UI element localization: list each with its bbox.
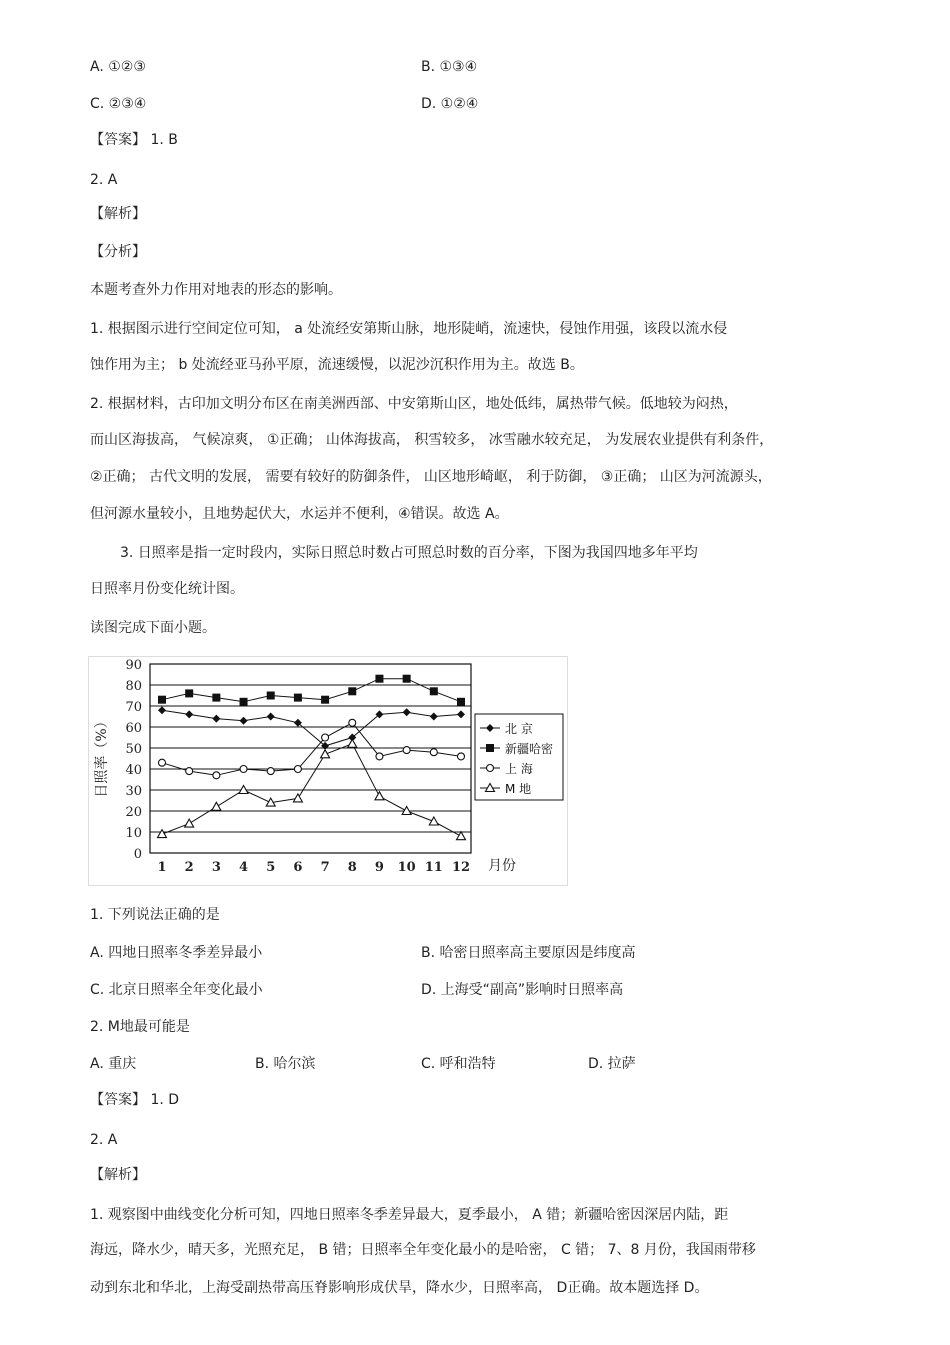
legend-label: 新疆哈密 xyxy=(505,742,554,756)
x-axis-label: 月份 xyxy=(488,858,516,874)
series-2 xyxy=(158,675,465,706)
option-b: B. ①③④ xyxy=(421,59,478,75)
x-tick-label: 7 xyxy=(320,860,330,875)
series-line xyxy=(162,710,461,746)
y-tick-label: 0 xyxy=(133,847,142,862)
read-instruction: 读图完成下面小题。 xyxy=(90,620,216,636)
q2-option-d: D. 拉萨 xyxy=(588,1056,636,1072)
fenxi-label: 【分析】 xyxy=(90,244,146,260)
data-point xyxy=(403,747,410,754)
data-point xyxy=(430,713,438,721)
option-c: C. ②③④ xyxy=(90,96,147,112)
data-point xyxy=(185,819,194,827)
question-1: 1. 下列说法正确的是 xyxy=(90,907,220,923)
x-tick-label: 2 xyxy=(184,860,194,875)
x-tick-label: 12 xyxy=(451,860,471,875)
data-point xyxy=(375,675,383,683)
explanation-line: ②正确； 古代文明的发展， 需要有较好的防御条件， 山区地形崎岖， 利于防御， ③正确； 山区为河流源头， xyxy=(90,469,772,485)
data-point xyxy=(458,753,465,760)
data-point xyxy=(159,759,166,766)
y-tick-label: 10 xyxy=(125,826,142,841)
explanation-line: 1. 观察图中曲线变化分析可知，四地日照率冬季差异最大，夏季最小， A 错；新疆哈密因深居内陆，距 xyxy=(90,1207,729,1223)
q1-option-c: C. 北京日照率全年变化最小 xyxy=(90,982,263,998)
data-point xyxy=(240,717,248,725)
q1-option-d: D. 上海受“副高”影响时日照率高 xyxy=(421,982,624,998)
q2-option-a: A. 重庆 xyxy=(90,1056,137,1072)
explanation-line: 2. 根据材料，古印加文明分布区在南美洲西部、中安第斯山区，地处低纬，属热带气候。低地较为闷热， xyxy=(90,396,738,412)
data-point xyxy=(430,687,438,695)
answer-line-2: 2. A xyxy=(90,172,118,188)
x-tick-label: 8 xyxy=(347,860,357,875)
analysis-label: 【解析】 xyxy=(90,1167,146,1183)
data-point xyxy=(321,696,329,704)
x-tick-label: 1 xyxy=(157,860,167,875)
plot-area xyxy=(150,664,471,853)
explanation-line: 蚀作用为主； b 处流经亚马孙平原，流速缓慢，以泥沙沉积作用为主。故选 B。 xyxy=(90,357,584,373)
q2-option-b: B. 哈尔滨 xyxy=(255,1056,316,1072)
answer-line-2: 2. A xyxy=(90,1132,118,1148)
data-point xyxy=(429,817,438,825)
data-point xyxy=(212,802,221,810)
data-point xyxy=(293,794,302,802)
data-point xyxy=(158,830,167,838)
data-point xyxy=(403,675,411,683)
legend-label: 上 海 xyxy=(505,762,533,776)
series-line xyxy=(162,723,461,776)
x-tick-label: 4 xyxy=(239,860,249,875)
x-tick-label: 5 xyxy=(266,860,276,875)
option-d: D. ①②④ xyxy=(421,96,479,112)
data-point xyxy=(457,710,465,718)
data-point xyxy=(294,694,302,702)
y-tick-label: 90 xyxy=(125,658,142,673)
intro-paragraph: 本题考查外力作用对地表的形态的影响。 xyxy=(90,282,342,298)
chart-svg xyxy=(88,656,568,886)
data-point xyxy=(240,766,247,773)
data-point xyxy=(294,766,301,773)
question-stem: 3. 日照率是指一定时段内，实际日照总时数占可照总时数的百分率，下图为我国四地多年平均 xyxy=(120,545,698,561)
x-tick-label: 11 xyxy=(424,860,443,875)
data-point xyxy=(212,715,220,723)
data-point xyxy=(186,768,193,775)
series-line xyxy=(162,679,461,702)
y-axis-label: 日照率（%） xyxy=(94,714,110,798)
sunshine-rate-chart xyxy=(88,656,568,886)
data-point xyxy=(348,687,356,695)
q1-option-a: A. 四地日照率冬季差异最小 xyxy=(90,945,263,961)
explanation-line: 海远，降水少，晴天多，光照充足， B 错；日照率全年变化最小的是哈密， C 错； 7、8 月份，我国雨带移 xyxy=(90,1242,756,1258)
y-tick-label: 50 xyxy=(125,742,142,757)
data-point xyxy=(158,696,166,704)
data-point xyxy=(185,689,193,697)
explanation-line: 1. 根据图示进行空间定位可知， a 处流经安第斯山脉，地形陡峭，流速快，侵蚀作用强，该段以流水侵 xyxy=(90,321,728,337)
legend-marker xyxy=(487,765,494,772)
answer-line: 【答案】 1. B xyxy=(90,132,178,148)
x-tick-label: 10 xyxy=(397,860,416,875)
series-1 xyxy=(158,706,465,750)
analysis-label: 【解析】 xyxy=(90,206,146,222)
data-point xyxy=(349,719,356,726)
data-point xyxy=(457,832,466,840)
data-point xyxy=(322,734,329,741)
question-stem: 日照率月份变化统计图。 xyxy=(90,581,244,597)
data-point xyxy=(267,692,275,700)
legend-label: 北 京 xyxy=(505,722,533,736)
x-tick-label: 3 xyxy=(211,860,221,875)
q2-option-c: C. 呼和浩特 xyxy=(421,1056,496,1072)
data-point xyxy=(348,739,357,747)
data-point xyxy=(240,698,248,706)
y-tick-label: 40 xyxy=(125,763,142,778)
y-tick-label: 60 xyxy=(125,721,142,736)
explanation-line: 但河源水量较小，且地势起伏大，水运并不便利，④错误。故选 A。 xyxy=(90,506,509,522)
y-tick-label: 70 xyxy=(125,700,142,715)
data-point xyxy=(403,708,411,716)
data-point xyxy=(430,749,437,756)
data-point xyxy=(267,713,275,721)
answer-line: 【答案】 1. D xyxy=(90,1092,180,1108)
y-tick-label: 20 xyxy=(125,805,142,820)
question-2: 2. M地最可能是 xyxy=(90,1019,190,1035)
series-3 xyxy=(159,719,465,779)
x-tick-label: 9 xyxy=(374,860,384,875)
data-point xyxy=(185,710,193,718)
legend-marker xyxy=(486,744,494,752)
data-point xyxy=(321,750,330,758)
data-point xyxy=(375,792,384,800)
data-point xyxy=(213,772,220,779)
x-tick-label: 6 xyxy=(293,860,303,875)
q1-option-b: B. 哈密日照率高主要原因是纬度高 xyxy=(421,945,636,961)
data-point xyxy=(267,768,274,775)
data-point xyxy=(457,698,465,706)
option-a: A. ①②③ xyxy=(90,59,146,75)
explanation-line: 动到东北和华北，上海受副热带高压脊影响形成伏旱，降水少，日照率高， D正确。故本题选择 D。 xyxy=(90,1280,709,1296)
y-tick-label: 80 xyxy=(125,679,142,694)
legend-label: M 地 xyxy=(505,782,532,796)
y-tick-label: 30 xyxy=(125,784,142,799)
data-point xyxy=(158,706,166,714)
explanation-line: 而山区海拔高， 气候凉爽， ①正确； 山体海拔高， 积雪较多， 冰雪融水较充足， 为发展农业提供有利条件， xyxy=(90,432,774,448)
data-point xyxy=(212,694,220,702)
data-point xyxy=(376,753,383,760)
